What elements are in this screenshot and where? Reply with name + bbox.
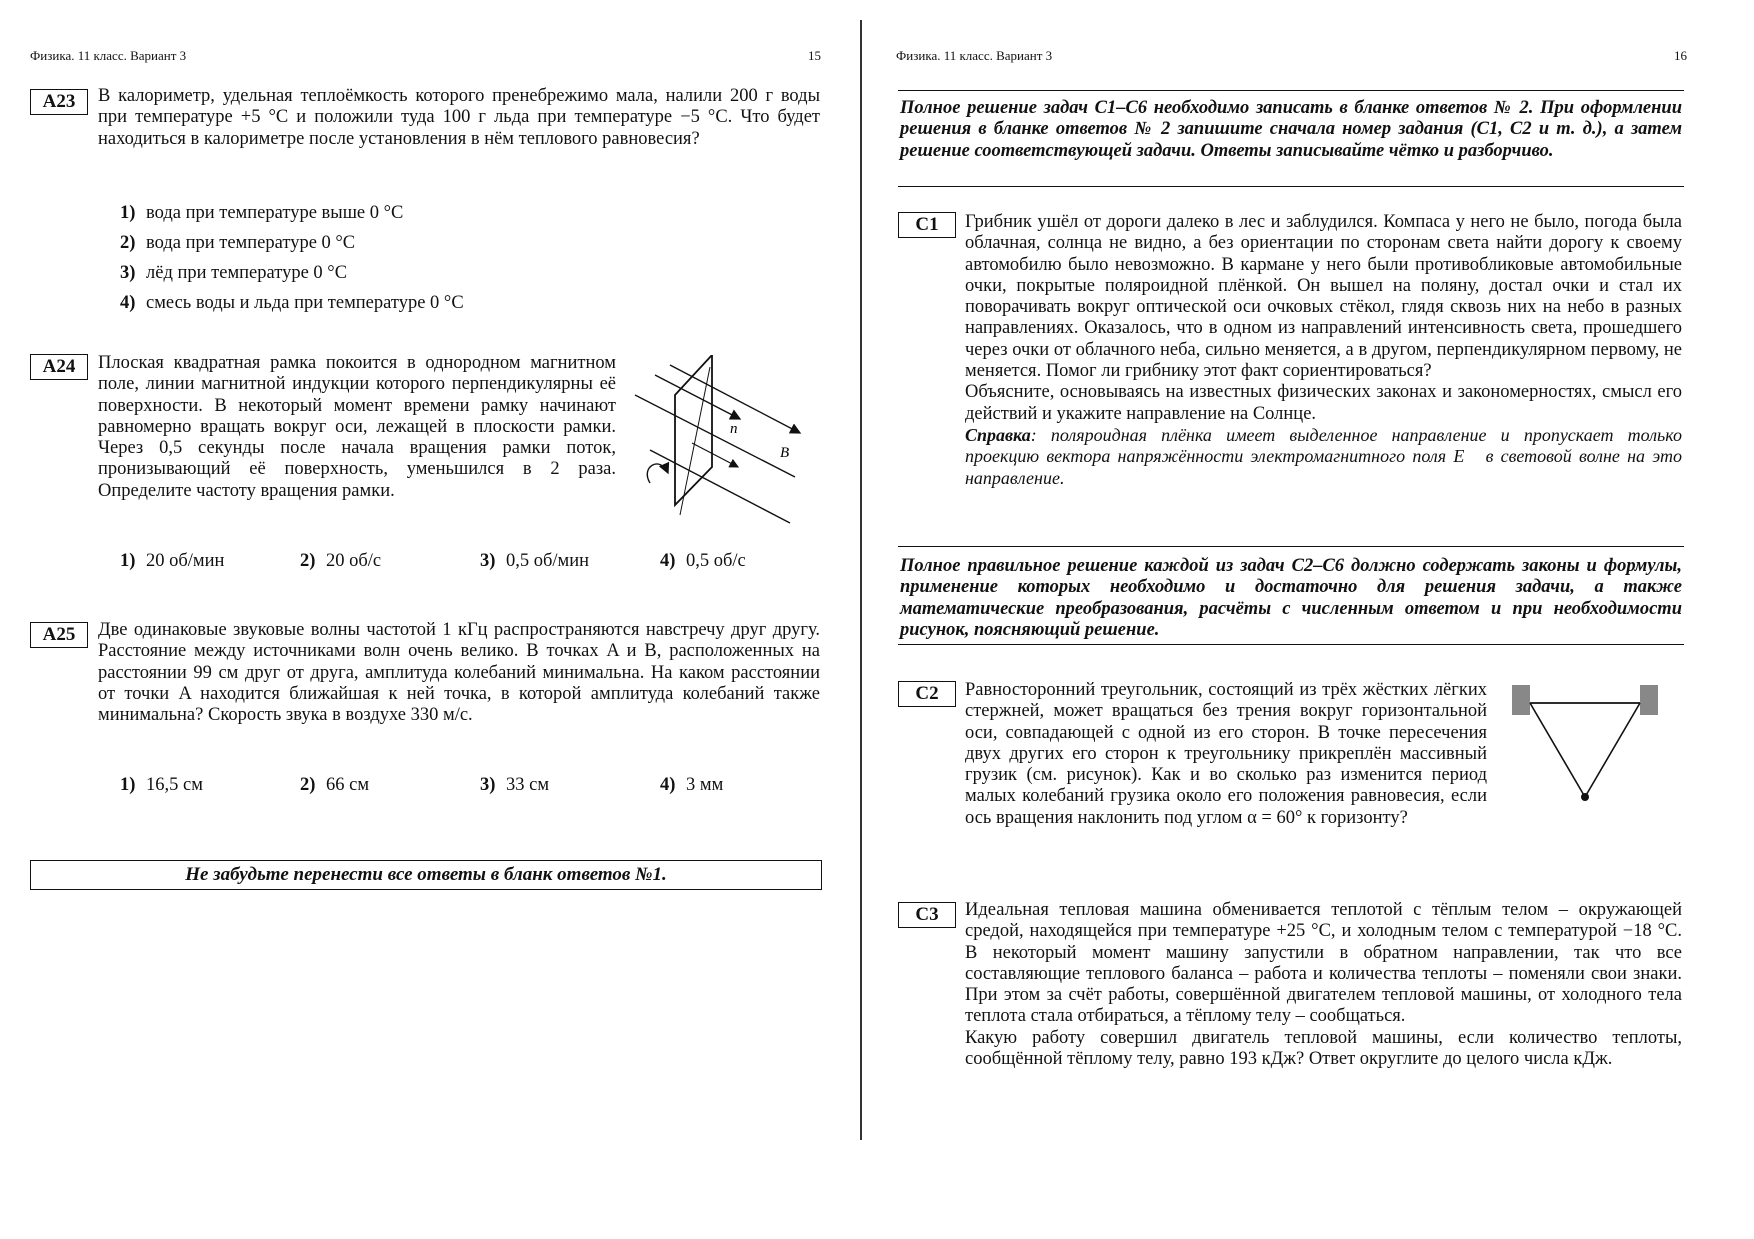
rotation-axis <box>680 367 710 515</box>
c3-question: Какую работу совершил двигатель тепловой машины, если количество теплоты, сообщённой тёплому телу, равно 193 кДж? Ответ округлите до целого числа кДж. <box>965 1027 1682 1070</box>
task-text <box>965 212 1682 489</box>
right-page <box>860 0 1754 1239</box>
option-2[interactable]: 2) 66 см <box>300 775 370 795</box>
option-4[interactable]: 4) 3 мм <box>660 775 724 795</box>
options-list <box>120 198 464 318</box>
task-text: Две одинаковые звуковые волны частотой 1 кГц распространяются навстречу друг другу. Расстояние между источниками волн очень велико. В точках A и B, расположенных на расстоянии 99 см друг от друга, амплитуда колебаний минимальна. На каком расстоянии от точки A находится ближайшая к ней точка, в которой амплитуда колебаний также минимальна? Скорость звука в воздухе 330 м/с. <box>98 620 820 726</box>
field-line <box>650 450 790 523</box>
option-4[interactable]: 4) 0,5 об/с <box>660 551 746 571</box>
c3-statement: Идеальная тепловая машина обменивается теплотой с тёплым телом – окружающей средой, находящейся при температуре +25 °С, и холодным телом с температурой −18 °С. В некоторый момент машину запустили в обратном направлении, так что все составляющие теплового баланса – работа и количества теплоты – поменяли свои знаки. При этом за счёт работы, совершённой двигателем тепловой машины, от холодного тела теплота стала отбираться, а тёплому телу – сообщаться. <box>965 900 1682 1027</box>
divider-rule <box>898 546 1684 547</box>
massive-weight <box>1581 793 1589 801</box>
transfer-answers-notice: Не забудьте перенести все ответы в бланк ответов №1. <box>30 860 822 890</box>
task-text: Равносторонний треугольник, состоящий из трёх жёстких лёгких стержней, может вращаться без трения вокруг горизонтальной оси, совпадающей с одной из его сторон. В точке пересечения двух других его сторон к треугольнику прикреплён массивный грузик (см. рисунок). Как и во сколько раз изменится период малых колебаний грузика около его положения равновесия, если ось вращения наклонить под углом α = 60° к горизонту? <box>965 680 1487 828</box>
page-number: 15 <box>808 48 821 63</box>
c1-question: Грибник ушёл от дороги далеко в лес и заблудился. Компаса у него не было, погода была облачная, солнца не видно, а без ориентации по сторонам света найти дорогу к своему автомобилю было невозможно. В кармане у него были противобликовые автомобильные очки, покрытые поляроидной плёнкой. Он вышел на поляну, достал очки и стал их поворачивать вокруг оптической оси очковых стёкол, глядя сквозь них на небо в разных направлениях. Оказалось, что в одном из направлений интенсивность света, прошедшего через очки от облачного неба, сильно меняется, а в другом, перпендикулярном первому, не меняется. Помог ли грибнику этот факт сориентироваться? <box>965 212 1682 382</box>
option-3[interactable]: 3) 33 см <box>480 775 550 795</box>
page-header: Физика. 11 класс. Вариант 3 <box>896 48 1053 63</box>
task-label: A25 <box>30 622 88 648</box>
task-label: C3 <box>898 902 956 928</box>
task-text: Плоская квадратная рамка покоится в однородном магнитном поле, линии магнитной индукции которого перпендикулярны её поверхности. В некоторый момент времени рамку начинают равномерно вращать вокруг оси, лежащей в плоскости рамки. Через 0,5 секунды после начала вращения рамки поток, пронизывающий её поверхность, уменьшился в 2 раза. Определите частоту вращения рамки. <box>98 353 616 501</box>
page-number: 16 <box>1674 48 1687 63</box>
rod-right <box>1585 703 1640 797</box>
task-label: C2 <box>898 681 956 707</box>
task-label: C1 <box>898 212 956 238</box>
option-2[interactable]: 2) вода при температуре 0 °С <box>120 233 356 253</box>
note-title: Справка <box>965 424 1031 445</box>
rod-left <box>1530 703 1585 797</box>
note-text: : поляроидная плёнка имеет выделенное направление и пропускает только проекцию вектора напряжённости электромагнитного поля E⃗ в световой волне на это направление. <box>965 424 1682 488</box>
left-page <box>0 0 860 1239</box>
option-3[interactable]: 3) 0,5 об/мин <box>480 551 590 571</box>
task-label: A24 <box>30 354 88 380</box>
instruction-c1-c6: Полное решение задач С1–С6 необходимо записать в бланке ответов № 2. При оформлении решения в бланке ответов № 2 запишите сначала номер задания (С1, С2 и т. д.), а затем решение соответствующей задачи. Ответы записывайте чётко и разборчиво. <box>900 98 1682 161</box>
b-field-label: B⃗ <box>780 445 801 461</box>
rotation-arrow-icon <box>647 464 668 483</box>
instruction-c2-c6: Полное правильное решение каждой из задач С2–С6 должно содержать законы и формулы, применение которых необходимо и достаточно для решения задачи, а также математические преобразования, расчёты с численным ответом и при необходимости рисунок, поясняющий решение. <box>900 556 1682 640</box>
triangle-figure <box>1510 685 1660 805</box>
normal-label: n⃗ <box>730 421 750 437</box>
option-2[interactable]: 2) 20 об/с <box>300 551 382 571</box>
option-1[interactable]: 1) 20 об/мин <box>120 551 225 571</box>
page-header: Физика. 11 класс. Вариант 3 <box>30 48 187 63</box>
axis-support-left <box>1512 685 1530 715</box>
divider-rule <box>898 644 1684 645</box>
c1-question-explain: Объясните, основываясь на известных физических законах и закономерностях, смысл его действий и укажите направление на Солнце. <box>965 382 1682 424</box>
task-text: В калориметр, удельная теплоёмкость которого пренебрежимо мала, налили 200 г воды при температуре +5 °С и положили туда 100 г льда при температуре −5 °С. Что будет находиться в калориметре после установления в нём теплового равновесия? <box>98 86 820 149</box>
task-label: A23 <box>30 89 88 115</box>
divider-rule <box>898 186 1684 187</box>
frame-in-magnetic-field-figure <box>630 355 805 525</box>
divider-rule <box>898 90 1684 91</box>
option-1[interactable]: 1) вода при температуре выше 0 °С <box>120 203 404 223</box>
c1-reference-note <box>965 425 1682 489</box>
option-1[interactable]: 1) 16,5 см <box>120 775 203 795</box>
axis-support-right <box>1640 685 1658 715</box>
option-3[interactable]: 3) лёд при температуре 0 °С <box>120 263 348 283</box>
normal-vector <box>692 443 738 467</box>
option-4[interactable]: 4) смесь воды и льда при температуре 0 °С <box>120 293 464 313</box>
task-text <box>965 900 1682 1070</box>
